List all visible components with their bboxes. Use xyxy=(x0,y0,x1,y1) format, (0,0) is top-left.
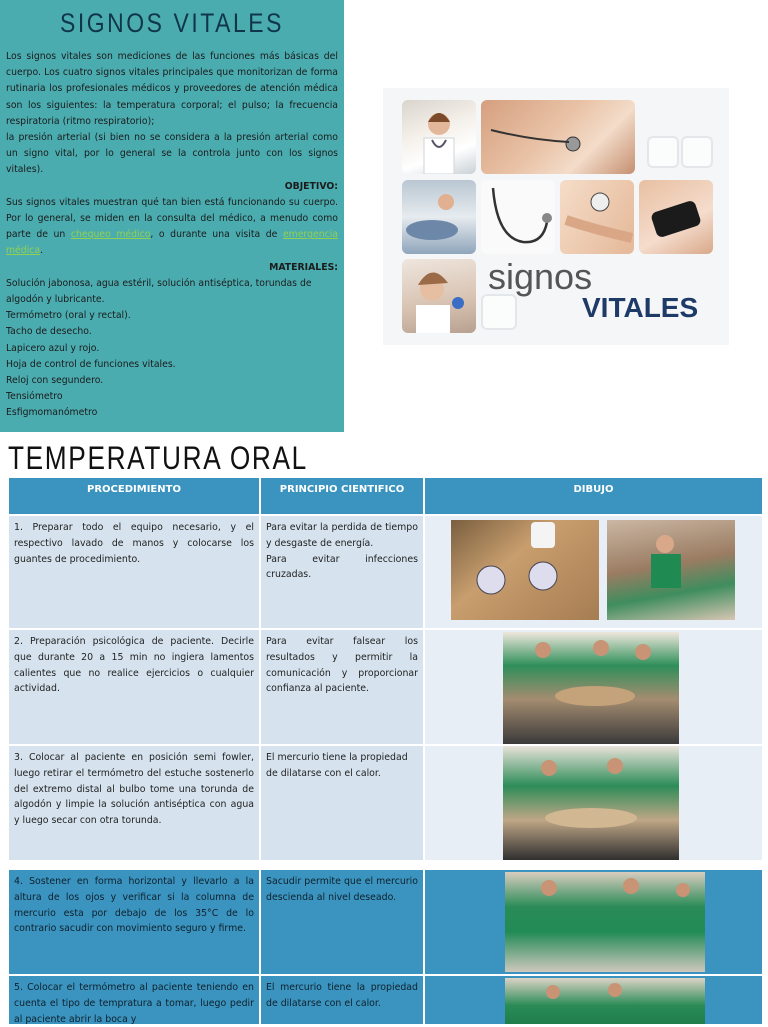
placeholder-tile xyxy=(481,294,517,330)
doctor-photo xyxy=(402,100,476,174)
students-placing-photo xyxy=(505,978,705,1024)
procedure-table xyxy=(9,478,762,1024)
students-figures-icon xyxy=(505,872,705,972)
nurse-figure-icon xyxy=(607,520,735,620)
intro-paragraph-1: Los signos vitales son mediciones de las funciones más básicas del cuerpo. Los cuatro signos vitales principales que monitorizan de forma rutinaria los profesionales médicos y proveedores de atención médica son los siguientes: la temperatura corporal; el pulso; la frecuencia respiratoria (ritmo respiratorio); xyxy=(6,51,338,127)
material-item: Termómetro (oral y rectal). xyxy=(6,310,131,322)
material-item: Solución jabonosa, agua estéril, solución antiséptica, torundas de algodón y lubricante. xyxy=(6,277,312,306)
header-dibujo: DIBUJO xyxy=(425,478,762,514)
blood-pressure-arm-photo xyxy=(481,100,635,174)
stethoscope-icon xyxy=(481,100,635,174)
page-title: SIGNOS VITALES xyxy=(59,8,285,38)
students-shaking-photo xyxy=(505,872,705,972)
objetivo-paragraph xyxy=(6,195,338,260)
procedure-cell: 4. Sostener en forma horizontal y llevarlo a la altura de los ojos y verificar si la columna de mercurio esta por debajo de los 35°C de lo contrario sacudir con movimiento seguro y firme. xyxy=(9,870,259,974)
intro-paragraph-2: la presión arterial (si bien no se considera a la presión arterial como un signo vital, por lo general se la controla junto con los signos vitales). xyxy=(6,132,338,176)
principle-cell: Para evitar la perdida de tiempo y desgaste de energía. Para evitar infecciones cruzadas. xyxy=(261,516,423,628)
objetivo-text-2: , o durante una visita de xyxy=(150,229,283,241)
hero-vitales-text: VITALES xyxy=(582,292,699,323)
stethoscope-icon xyxy=(481,180,555,254)
material-item: Lapicero azul y rojo. xyxy=(6,342,100,354)
students-patient-photo xyxy=(503,632,679,744)
nurse-icon xyxy=(402,259,476,333)
procedure-cell: 3. Colocar al paciente en posición semi fowler, luego retirar el termómetro del estuche sostenerlo del extremo distal al bulbo tome una torunda de algodón y limpie la solución antiséptica con agua y luego secar con otra torunda. xyxy=(9,746,259,860)
stethoscope-photo xyxy=(481,180,555,254)
objetivo-heading: OBJETIVO: xyxy=(284,180,338,192)
doctor-icon xyxy=(402,100,476,174)
table-row xyxy=(9,630,762,744)
placeholder-tile xyxy=(681,136,713,168)
patient-arm-photo xyxy=(402,180,476,254)
materiales-heading: MATERIALES: xyxy=(269,261,338,273)
material-item: Hoja de control de funciones vitales. xyxy=(6,358,176,370)
placeholder-tile xyxy=(647,136,679,168)
principle-cell: El mercurio tiene la propiedad de dilatarse con el calor. xyxy=(261,976,423,1024)
procedure-cell: 2. Preparación psicológica de paciente. Decirle que durante 20 a 15 min no ingiera lamentos calientes que no realice ejercicios o cualquier actividad. xyxy=(9,630,259,744)
material-item: Tensiómetro xyxy=(6,391,63,403)
intro-panel xyxy=(0,0,344,432)
drawing-cell xyxy=(425,976,762,1024)
drawing-cell xyxy=(425,870,762,974)
material-item: Reloj con segundero. xyxy=(6,375,104,387)
students-table-icon xyxy=(503,746,679,860)
pressure-gauge-icon xyxy=(560,180,634,254)
principle-cell: Para evitar falsear los resultados y permitir la comunicación y proporcionar confianza al paciente. xyxy=(261,630,423,744)
patient-icon xyxy=(402,180,476,254)
cuff-icon xyxy=(639,180,713,254)
procedure-cell: 1. Preparar todo el equipo necesario, y el respectivo lavado de manos y colocarse los guantes de procedimiento. xyxy=(9,516,259,628)
students-thermometer-photo xyxy=(503,746,679,860)
table-row xyxy=(9,746,762,860)
table-row xyxy=(9,516,762,628)
procedure-cell: 5. Colocar el termómetro al paciente teniendo en cuenta el tipo de tempratura a tomar, luego pedir al paciente abrir la boca y xyxy=(9,976,259,1024)
table-row xyxy=(9,870,762,974)
emergencia-medica-link[interactable]: emergencia médica xyxy=(6,229,338,257)
hero-signos-text: signos xyxy=(488,256,593,297)
objetivo-text-1: Sus signos vitales muestran qué tan bien está funcionando su cuerpo. Por lo general, se miden en la consulta del médico, a menudo como parte de un xyxy=(6,196,338,241)
material-item: Esfigmomanómetro xyxy=(6,407,98,419)
drawing-cell xyxy=(425,630,762,744)
drawing-cell xyxy=(425,746,762,860)
table-row xyxy=(9,976,762,1024)
principle-cell: Sacudir permite que el mercurio descienda al nivel deseado. xyxy=(261,870,423,974)
nurse-washing-photo xyxy=(607,520,735,620)
equipment-photo xyxy=(451,520,599,620)
nurse-photo xyxy=(402,259,476,333)
section-title: TEMPERATURA ORAL xyxy=(8,440,308,476)
principle-cell: El mercurio tiene la propiedad de dilatarse con el calor. xyxy=(261,746,423,860)
students-group-icon xyxy=(503,632,679,744)
cuff-photo xyxy=(639,180,713,254)
chequeo-medico-link[interactable]: chequeo médico xyxy=(70,229,151,241)
thermometer-cups-icon xyxy=(451,520,599,620)
students-placing-icon xyxy=(505,978,705,1024)
material-item: Tacho de desecho. xyxy=(6,326,92,338)
table-header xyxy=(9,478,762,514)
header-procedimiento: PROCEDIMIENTO xyxy=(9,478,259,514)
gauge-photo xyxy=(560,180,634,254)
drawing-cell xyxy=(425,516,762,628)
objetivo-text-3: . xyxy=(40,245,44,257)
header-principio: PRINCIPIO CIENTIFICO xyxy=(261,478,423,514)
